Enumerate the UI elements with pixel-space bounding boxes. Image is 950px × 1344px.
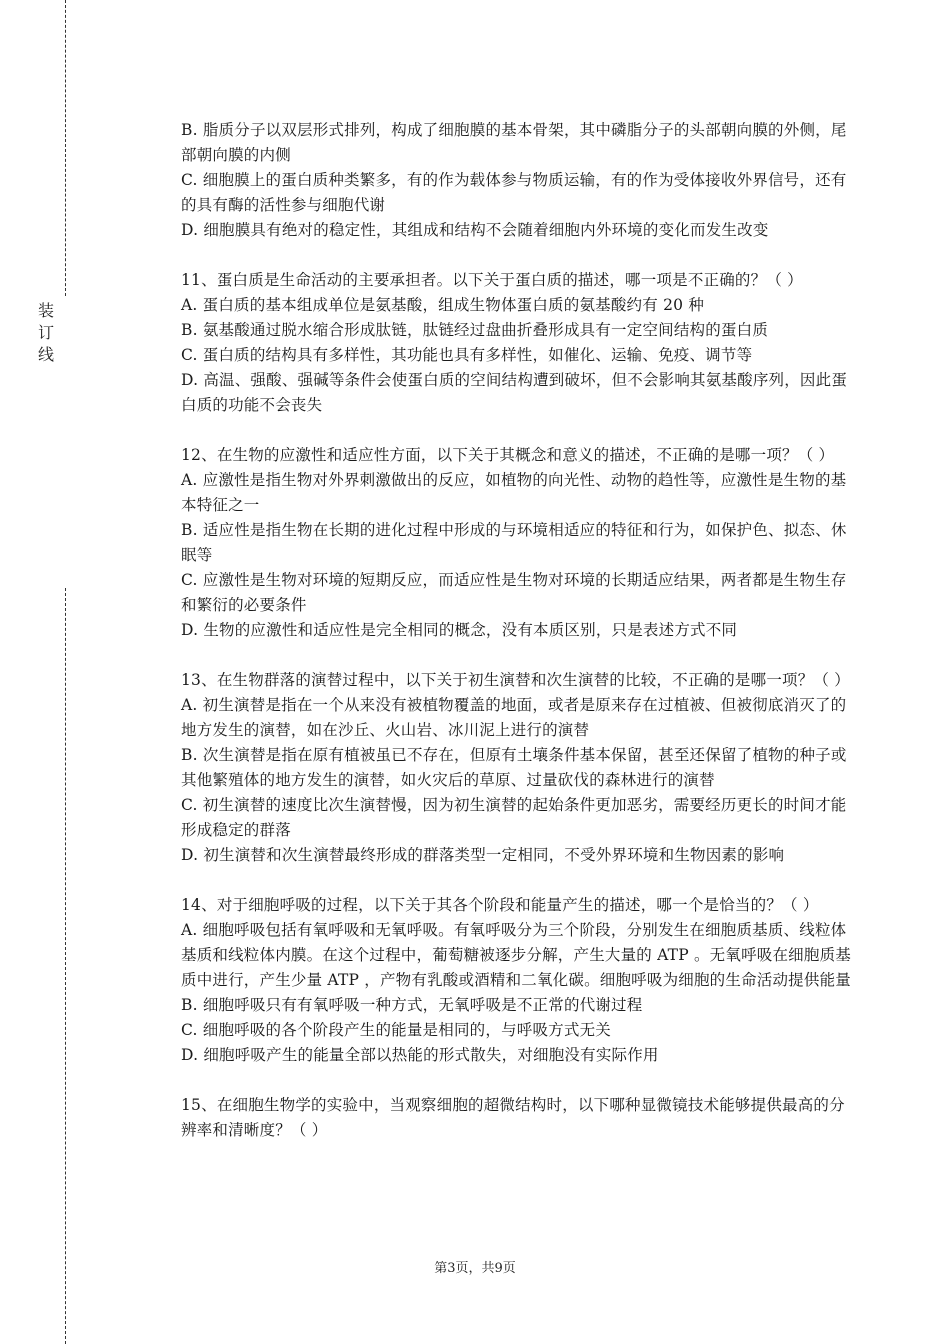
option: A. 初生演替是指在一个从来没有被植物覆盖的地面，或者是原来存在过植被、但被彻底消灭了的地方发生的演替，如在沙丘、火山岩、冰川泥上进行的演替 [181,696,847,739]
option: D. 细胞呼吸产生的能量全部以热能的形式散失，对细胞没有实际作用 [181,1046,659,1064]
option: B. 适应性是指生物在长期的进化过程中形成的与环境相适应的特征和行为，如保护色、拟态、休眠等 [181,521,847,564]
prev-question-options [181,118,853,243]
option: D. 细胞膜具有绝对的稳定性，其组成和结构不会随着细胞内外环境的变化而发生改变 [181,221,769,239]
page-number-footer: 第3页，共9页 [434,1261,516,1276]
option: D. 高温、强酸、强碱等条件会使蛋白质的空间结构遭到破坏，但不会影响其氨基酸序列，因此蛋白质的功能不会丧失 [181,371,848,414]
option: A. 蛋白质的基本组成单位是氨基酸，组成生物体蛋白质的氨基酸约有 20 种 [181,296,705,314]
option: B. 脂质分子以双层形式排列，构成了细胞膜的基本骨架，其中磷脂分子的头部朝向膜的外侧，尾部朝向膜的内侧 [181,121,847,164]
binding-dashed-line-bottom [65,588,66,1344]
option: C. 初生演替的速度比次生演替慢，因为初生演替的起始条件更加恶劣，需要经历更长的时间才能形成稳定的群落 [181,796,847,839]
question-stem: 12、在生物的应激性和适应性方面，以下关于其概念和意义的描述，不正确的是哪一项？（ ） [181,446,835,464]
option: A. 细胞呼吸包括有氧呼吸和无氧呼吸。有氧呼吸分为三个阶段，分别发生在细胞质基质、线粒体基质和线粒体内膜。在这个过程中，葡萄糖被逐步分解，产生大量的 ATP 。无氧呼吸在细胞质基质中进行，产生少量 ATP ，产物有乳酸或酒精和二氧化碳。细胞呼吸为细胞的生命活动提供能量 [181,921,851,989]
binding-label: 装订线 [37,301,54,364]
question-15 [181,1093,853,1143]
question-12 [181,443,853,643]
option: D. 初生演替和次生演替最终形成的群落类型一定相同，不受外界环境和生物因素的影响 [181,846,785,864]
question-11 [181,268,853,418]
page-content [181,118,853,1168]
question-stem: 11、蛋白质是生命活动的主要承担者。以下关于蛋白质的描述，哪一项是不正确的？（ ） [181,271,803,289]
question-stem: 13、在生物群落的演替过程中，以下关于初生演替和次生演替的比较，不正确的是哪一项？（ ） [181,671,850,689]
question-stem: 14、对于细胞呼吸的过程，以下关于其各个阶段和能量产生的描述，哪一个是恰当的？（ ） [181,896,819,914]
option: A. 应激性是指生物对外界刺激做出的反应，如植物的向光性、动物的趋性等，应激性是生物的基本特征之一 [181,471,847,514]
option: C. 细胞呼吸的各个阶段产生的能量是相同的，与呼吸方式无关 [181,1021,611,1039]
binding-dashed-line-top [65,0,66,296]
question-stem: 15、在细胞生物学的实验中，当观察细胞的超微结构时，以下哪种显微镜技术能够提供最高的分辨率和清晰度？（ ） [181,1096,845,1139]
option: C. 蛋白质的结构具有多样性，其功能也具有多样性，如催化、运输、免疫、调节等 [181,346,753,364]
option: C. 细胞膜上的蛋白质种类繁多，有的作为载体参与物质运输，有的作为受体接收外界信号，还有的具有酶的活性参与细胞代谢 [181,171,847,214]
option: B. 次生演替是指在原有植被虽已不存在，但原有土壤条件基本保留，甚至还保留了植物的种子或其他繁殖体的地方发生的演替，如火灾后的草原、过量砍伐的森林进行的演替 [181,746,847,789]
option: D. 生物的应激性和适应性是完全相同的概念，没有本质区别，只是表述方式不同 [181,621,738,639]
question-13 [181,668,853,868]
question-14 [181,893,853,1068]
option: B. 细胞呼吸只有有氧呼吸一种方式，无氧呼吸是不正常的代谢过程 [181,996,643,1014]
option: C. 应激性是生物对环境的短期反应，而适应性是生物对环境的长期适应结果，两者都是生物生存和繁衍的必要条件 [181,571,847,614]
option: B. 氨基酸通过脱水缩合形成肽链，肽链经过盘曲折叠形成具有一定空间结构的蛋白质 [181,321,769,339]
